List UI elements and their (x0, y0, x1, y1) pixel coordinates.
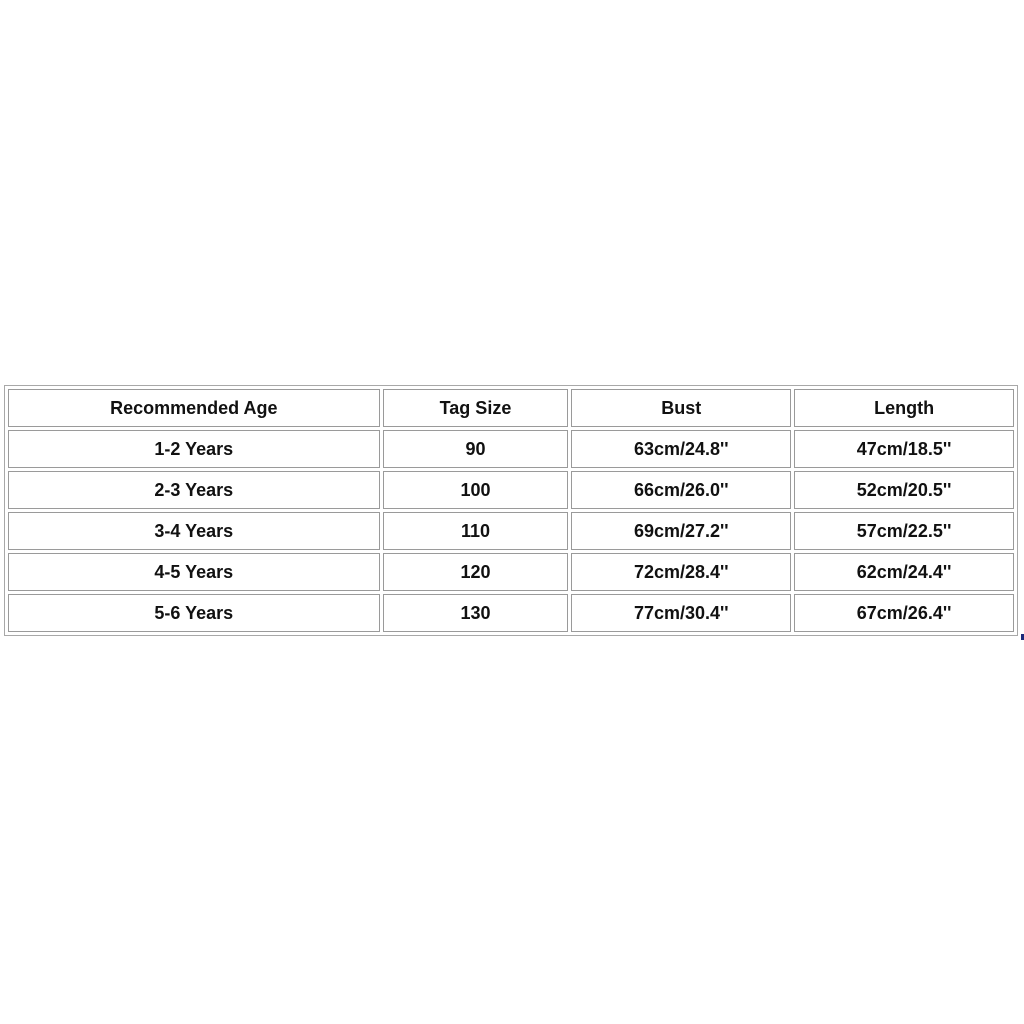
cell-length: 67cm/26.4'' (794, 594, 1014, 632)
cell-tag-size: 110 (383, 512, 569, 550)
header-length: Length (794, 389, 1014, 427)
cell-bust: 77cm/30.4'' (571, 594, 791, 632)
table-row (8, 471, 1014, 509)
header-recommended-age: Recommended Age (8, 389, 380, 427)
cell-age: 2-3 Years (8, 471, 380, 509)
cell-bust: 63cm/24.8'' (571, 430, 791, 468)
table-row (8, 553, 1014, 591)
cell-length: 52cm/20.5'' (794, 471, 1014, 509)
size-chart-table (4, 385, 1018, 636)
cell-tag-size: 100 (383, 471, 569, 509)
cell-age: 1-2 Years (8, 430, 380, 468)
cell-tag-size: 90 (383, 430, 569, 468)
cell-bust: 66cm/26.0'' (571, 471, 791, 509)
header-bust: Bust (571, 389, 791, 427)
cell-tag-size: 130 (383, 594, 569, 632)
header-tag-size: Tag Size (383, 389, 569, 427)
cell-age: 3-4 Years (8, 512, 380, 550)
cell-tag-size: 120 (383, 553, 569, 591)
cell-bust: 72cm/28.4'' (571, 553, 791, 591)
cell-age: 5-6 Years (8, 594, 380, 632)
table-row (8, 512, 1014, 550)
cell-bust: 69cm/27.2'' (571, 512, 791, 550)
cell-age: 4-5 Years (8, 553, 380, 591)
table-header-row (8, 389, 1014, 427)
cell-length: 62cm/24.4'' (794, 553, 1014, 591)
table-row (8, 594, 1014, 632)
cell-length: 57cm/22.5'' (794, 512, 1014, 550)
cell-length: 47cm/18.5'' (794, 430, 1014, 468)
table-row (8, 430, 1014, 468)
